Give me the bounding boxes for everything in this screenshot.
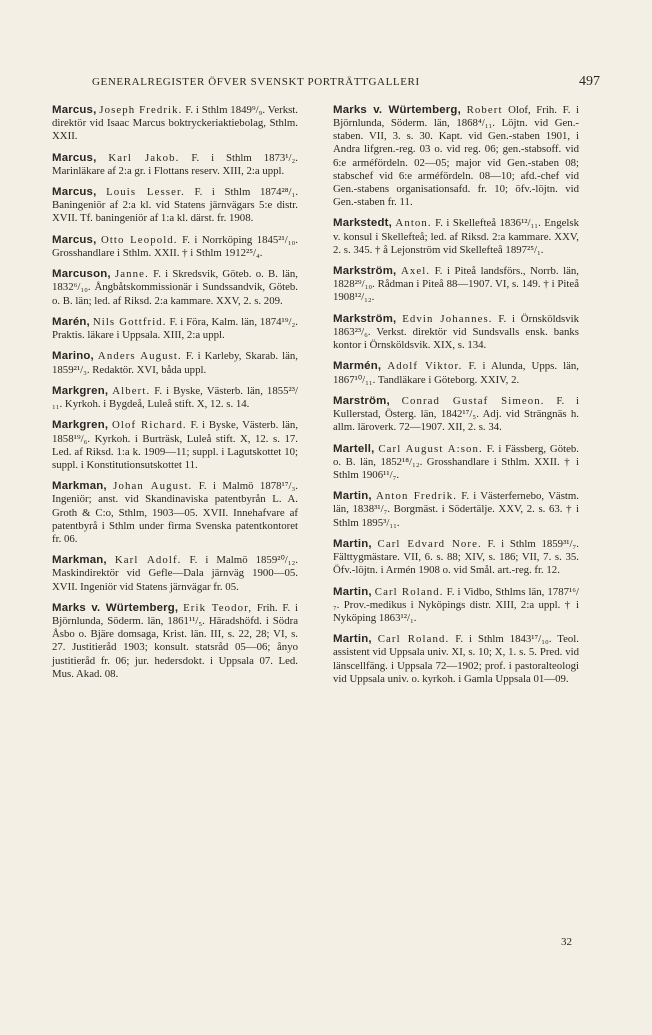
entry-given-names: Anton Fredrik. <box>375 490 458 503</box>
entry-text: F. i Sthlm 1849⁹/₉. Verkst. direktör vid Isaac Marcus boktryckeriaktiebolag, Sthlm. XXII. <box>52 104 299 143</box>
entry-text: F. i Föra, Kalm. län, 1874¹⁹/₂. Praktis. läkare i Uppsala. XIII, 2:a uppl. <box>52 315 298 342</box>
register-entry <box>52 419 298 472</box>
running-title: GENERALREGISTER ÖFVER SVENSKT PORTRÄTTGALLERI <box>92 76 420 88</box>
register-entry <box>333 104 579 209</box>
entry-surname: Martin, <box>333 585 372 598</box>
entry-given-names: Albert. <box>112 384 151 397</box>
entry-surname: Markgren, <box>52 384 109 397</box>
register-entry <box>333 360 579 386</box>
entry-given-names: Carl Roland. <box>374 585 444 598</box>
entry-text: F. i Skellefteå 1836¹²/₁₁. Engelsk v. konsul i Skellefteå; led. af Riksd. 2:a kammare. XXV, 2. s. 345. † å Lejonström vid Skellefteå 1897²⁵/₁. <box>333 217 579 256</box>
entry-surname: Martin, <box>333 537 372 550</box>
entry-surname: Marcus, <box>52 104 97 116</box>
page-header <box>92 74 600 90</box>
entry-given-names: Louis Lesser. <box>106 186 185 199</box>
entry-given-names: Janne. <box>114 268 149 281</box>
register-entry <box>52 480 298 546</box>
register-entry <box>52 350 298 376</box>
signature-mark: 32 <box>561 936 572 948</box>
register-entry <box>52 152 298 178</box>
register-entry <box>333 633 579 686</box>
entry-given-names: Karl Jakob. <box>108 151 180 164</box>
entry-surname: Marks v. Würtemberg, <box>333 104 461 116</box>
entry-surname: Marcus, <box>52 186 97 199</box>
entry-text: F. i Alunda, Upps. län, 1867¹⁰/₁₁. Tandläkare i Göteborg. XXIV, 2. <box>333 360 580 386</box>
entry-given-names: Karl Adolf. <box>114 554 182 567</box>
entry-surname: Markström, <box>333 312 397 325</box>
entry-given-names: Carl Roland. <box>377 633 450 646</box>
entry-surname: Marks v. Würtemberg, <box>52 601 179 614</box>
entry-surname: Marmén, <box>333 360 382 373</box>
entry-given-names: Edvin Johannes. <box>402 312 493 325</box>
entry-surname: Marcus, <box>52 151 97 164</box>
entry-given-names: Carl August A:son. <box>378 442 483 455</box>
register-entry <box>333 265 579 304</box>
entry-surname: Marcus, <box>52 233 97 246</box>
entry-surname: Martin, <box>333 633 372 646</box>
register-entry <box>333 538 579 577</box>
entry-surname: Markgren, <box>52 419 109 432</box>
register-entry <box>52 104 298 143</box>
register-entry <box>52 234 298 260</box>
entry-given-names: Robert <box>466 104 503 116</box>
entry-text: F. i Karleby, Skarab. län, 1859²¹/₃. Redaktör. XVI, båda uppl. <box>52 350 298 376</box>
entry-text: F. i Byske, Västerb. län, 1858¹⁹/₆. Kyrkoh. i Burträsk, Luleå stift. X, 12. s. 17. Led. af Riksd. 1:a k. 1909—11; suppl. i Lagutskottet 10; suppl. i Konstitutionsutskottet 11. <box>52 419 299 471</box>
entry-text: F. i Sthlm 1859³¹/₇. Fälttygmästare. VII, 6. s. 88; XIV, s. 186; VII, 7. s. 35. Öfv.-löjtn. i Armén 1908 o. vid Smål. art.-reg. fr. 12. <box>333 537 580 577</box>
register-entry <box>333 217 579 256</box>
entry-given-names: Carl Edvard Nore. <box>377 537 482 550</box>
register-entry <box>52 316 298 342</box>
register-entry <box>333 490 579 529</box>
register-entry <box>52 385 298 411</box>
entry-given-names: Anders August. <box>97 350 182 363</box>
entry-surname: Markström, <box>333 265 397 278</box>
entry-surname: Marström, <box>333 394 390 407</box>
entry-given-names: Johan August. <box>113 480 193 493</box>
left-column <box>52 104 298 689</box>
page-number: 497 <box>579 74 600 89</box>
register-entry <box>52 186 298 225</box>
entry-text: F. i Örnsköldsvik 1863²³/₆. Verkst. direktör vid Sundsvalls ensk. banks kontor i Örnsköldsvik. XIX, s. 134. <box>333 312 579 352</box>
entry-surname: Marino, <box>52 350 94 363</box>
entry-text: F. i Norrköping 1845²¹/₁₀. Grosshandlare i Sthlm. XXII. † i Sthlm 1912²⁵/₄. <box>52 233 299 259</box>
entry-given-names: Nils Gottfrid. <box>92 315 167 328</box>
register-entry <box>333 395 579 434</box>
entry-given-names: Adolf Viktor. <box>387 360 463 373</box>
entry-given-names: Axel. <box>400 265 431 278</box>
entry-given-names: Erik Teodor, <box>183 601 253 614</box>
entry-text: F. i Fässberg, Göteb. o. B. län, 1852¹⁸/₁₂. Grosshandlare i Sthlm. XXII. † i Sthlm 1906¹¹/₇. <box>333 442 579 481</box>
entry-surname: Martell, <box>333 442 375 455</box>
entry-text: Frih. F. i Björnlunda, Söderm. län, 1861¹¹/₅. Häradshöfd. i Södra Åsbo o. Bjäre domsaga, Krist. län. III, s. 22, 28; VI, s. 27. Justitieråd 1903; konsult. statsråd 05—06; ånyo justitieråd fr. 06; jur. hedersdokt. i Uppsala 07. Led. Mus. Akad. 08. <box>52 601 299 680</box>
right-column <box>333 104 579 694</box>
register-entry <box>333 313 579 352</box>
entry-text: F. i Malmö 1859²⁰/₁₂. Maskindirektör vid Gefle—Dala järnväg 1900—05. XVII. Ingeniör vid Statens järnvägar fr. 05. <box>52 554 299 593</box>
entry-given-names: Conrad Gustaf Simeon. <box>401 394 545 407</box>
entry-surname: Martin, <box>333 490 372 503</box>
entry-text: F. i Västerfernebo, Västm. län, 1838³¹/₇. Borgmäst. i Södertälje. XXV, 2. s. 63. † i Sthlm 1895³/₁₁. <box>333 490 580 529</box>
entry-text: F. i Sthlm 1874²⁸/₁. Baningeniör af 2:a kl. vid Statens järnvägars 5:e distr. XVII. Tf. baningeniör af 1:a kl. därst. fr. 1908. <box>52 186 299 225</box>
entry-text: F. i Sthlm 1873¹/₂. Marinläkare af 2:a gr. i Flottans reserv. XIII, 2:a uppl. <box>52 151 298 177</box>
entry-surname: Markman, <box>52 554 107 567</box>
register-entry <box>333 443 579 482</box>
entry-text: Olof, Frih. F. i Björnlunda, Söderm. län, 1868⁴/₁₁. Löjtn. vid Gen.-staben. VII, 3. s. 30. Kapt. vid Gen.-staben 1901, i Andra lifgren.-reg. 03 o. vid reg. 06; gen.-stabsoff. vid 6:e arméfördeln. 02—05; major vid Gen.-staben 08; stabschef vid 6:e arméfördeln. 08—10; afd.-chef vid Gen.-stabens organisationsafd. fr. 10; öfv.-löjtn. vid Gen.-staben fr. 11. <box>333 104 580 209</box>
entry-text: F. i Kullerstad, Österg. län, 1842¹⁷/₅. Adj. vid Strängnäs h. allm. läroverk. 72—1907. XII, 2. s. 34. <box>333 394 579 434</box>
entry-text: F. i Piteå landsförs., Norrb. län, 1828²⁹/₁₀. Rådman i Piteå 88—1907. VI, s. 149. † i Piteå 1908¹²/₁₂. <box>333 265 580 304</box>
entry-surname: Marcuson, <box>52 268 111 281</box>
entry-text: F. i Byske, Västerb. län, 1855²³/₁₁. Kyrkoh. i Bygdeå, Luleå stift. X, 12. s. 14. <box>52 384 298 411</box>
register-entry <box>52 602 298 681</box>
register-entry <box>52 268 298 307</box>
entry-given-names: Anton. <box>395 217 432 230</box>
entry-given-names: Joseph Fredrik. <box>99 104 183 116</box>
entry-text: F. i Skredsvik, Göteb. o. B. län, 1832⁶/₁₀. Ångbåtskommissionär i Sundssandvik, Göteb. o. B. län; led. af Riksd. 2:a kammare. XXV, 2. s. 209. <box>52 268 299 307</box>
entry-text: F. i Malmö 1878¹⁷/₃. Ingeniör; anst. vid Skandinaviska patentbyrån L. A. Groth & C:o, Sthlm, 1903—05. XVII. Innehafvare af patentbyrå i Sthlm under firma Svenska patentkontoret fr. 06. <box>52 480 298 545</box>
entry-text: F. i Sthlm 1843¹⁷/₁₀. Teol. assistent vid Uppsala univ. XI, s. 10; X, 1. s. 5. Pred. vid länscellfäng. i Uppsala 72—1902; prof. i pastoralteologi vid Uppsala univ. o. kyrkoh. i Gamla Uppsala 01—09. <box>333 633 579 685</box>
register-entry <box>52 554 298 593</box>
entry-text: F. i Vidbo, Sthlms län, 1787¹⁶/₇. Prov.-medikus i Nyköpings distr. XIII, 2:a uppl. † i Nyköping 1863¹²/₁. <box>333 585 579 624</box>
entry-given-names: Olof Richard. <box>112 419 187 432</box>
entry-surname: Marén, <box>52 315 90 328</box>
entry-surname: Markstedt, <box>333 217 392 230</box>
register-entry <box>333 586 579 625</box>
entry-surname: Markman, <box>52 480 107 493</box>
entry-given-names: Otto Leopold. <box>100 233 178 246</box>
